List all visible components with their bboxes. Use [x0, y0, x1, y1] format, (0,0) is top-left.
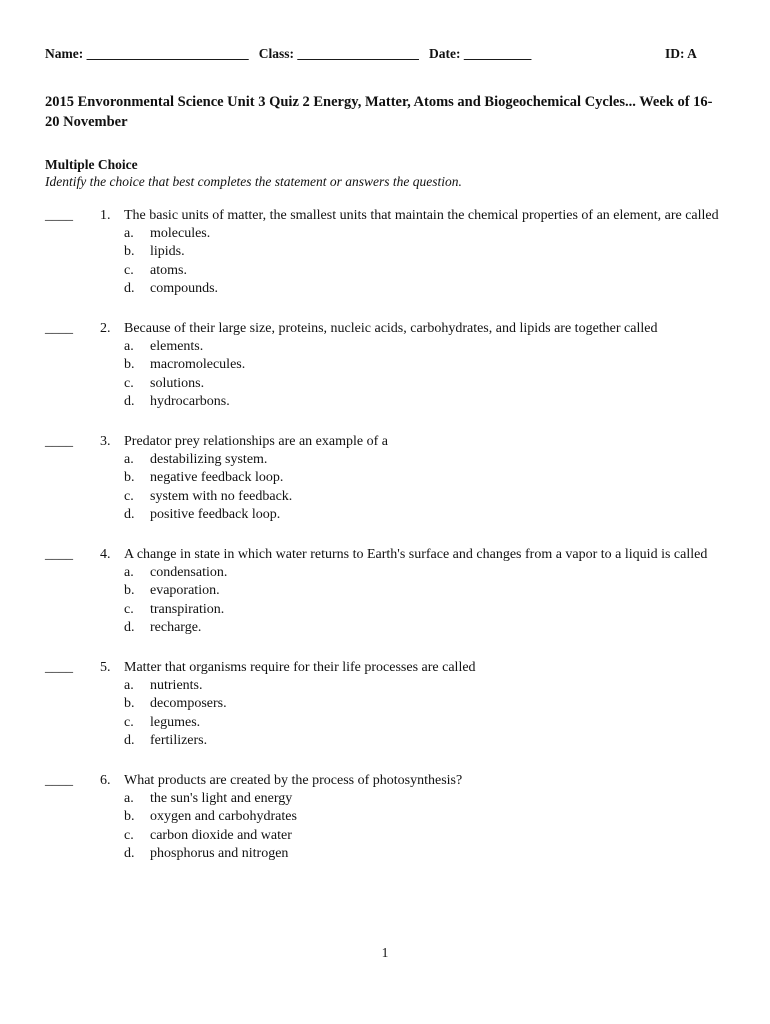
option-c — [124, 714, 735, 732]
option-letter: d. — [124, 619, 135, 635]
question-number: 4. — [100, 547, 111, 563]
option-text: decomposers. — [150, 696, 227, 712]
option-a — [124, 225, 735, 243]
option-text: positive feedback loop. — [150, 506, 281, 522]
question-stem: Matter that organisms require for their life processes are called — [124, 660, 476, 676]
answer-blank[interactable]: ____ — [45, 660, 73, 676]
name-field[interactable]: Name: ________________________ — [45, 46, 249, 61]
option-letter: a. — [124, 565, 134, 581]
option-letter: a. — [124, 791, 134, 807]
quiz-id: ID: A — [665, 46, 697, 61]
option-c — [124, 827, 735, 845]
question-number: 3. — [100, 434, 111, 450]
answer-blank[interactable]: ____ — [45, 773, 73, 789]
option-text: destabilizing system. — [150, 452, 268, 468]
option-text: system with no feedback. — [150, 488, 293, 504]
question-6 — [45, 772, 735, 863]
option-a — [124, 451, 735, 469]
option-b — [124, 808, 735, 826]
option-d — [124, 506, 735, 524]
answer-blank[interactable]: ____ — [45, 434, 73, 450]
option-text: macromolecules. — [150, 357, 246, 373]
question-3 — [45, 433, 735, 524]
option-letter: c. — [124, 827, 134, 843]
option-letter: c. — [124, 375, 134, 391]
option-text: nutrients. — [150, 678, 203, 694]
question-1 — [45, 207, 735, 298]
option-text: condensation. — [150, 565, 228, 581]
option-letter: b. — [124, 809, 135, 825]
option-letter: b. — [124, 583, 135, 599]
option-c — [124, 375, 735, 393]
section-heading: Multiple Choice — [45, 157, 138, 172]
quiz-title: 2015 Envoronmental Science Unit 3 Quiz 2 Energy, Matter, Atoms and Biogeochemical Cycles... Week of 16-20 November — [45, 94, 713, 130]
option-letter: d. — [124, 845, 135, 861]
option-text: molecules. — [150, 226, 211, 242]
option-text: negative feedback loop. — [150, 470, 284, 486]
answer-blank[interactable]: ____ — [45, 208, 73, 223]
option-letter: b. — [124, 470, 135, 486]
option-a — [124, 677, 735, 695]
question-number: 2. — [100, 321, 111, 337]
option-letter: d. — [124, 280, 135, 296]
option-letter: b. — [124, 696, 135, 712]
option-a — [124, 790, 735, 808]
question-stem: What products are created by the process of photosynthesis? — [124, 773, 463, 789]
option-text: transpiration. — [150, 601, 225, 617]
option-c — [124, 601, 735, 619]
option-text: legumes. — [150, 714, 201, 730]
answer-blank[interactable]: ____ — [45, 321, 73, 337]
option-c — [124, 262, 735, 280]
question-stem: A change in state in which water returns to Earth's surface and changes from a vapor to a liquid is called — [124, 547, 708, 563]
class-field[interactable]: Class: __________________ — [258, 46, 419, 61]
option-text: carbon dioxide and water — [150, 827, 292, 843]
option-letter: c. — [124, 601, 134, 617]
option-text: hydrocarbons. — [150, 393, 230, 409]
option-letter: c. — [124, 714, 134, 730]
option-text: oxygen and carbohydrates — [150, 809, 297, 825]
option-b — [124, 243, 735, 261]
question-stem: The basic units of matter, the smallest units that maintain the chemical properties of an element, are called — [124, 208, 719, 223]
question-number: 5. — [100, 660, 111, 676]
option-c — [124, 488, 735, 506]
question-number: 1. — [100, 208, 111, 223]
question-4 — [45, 546, 735, 637]
question-stem: Because of their large size, proteins, nucleic acids, carbohydrates, and lipids are together called — [124, 321, 658, 337]
option-text: lipids. — [150, 244, 185, 260]
option-a — [124, 338, 735, 356]
option-d — [124, 393, 735, 411]
option-letter: b. — [124, 357, 135, 373]
option-text: solutions. — [150, 375, 205, 391]
option-text: compounds. — [150, 280, 219, 296]
option-text: the sun's light and energy — [150, 791, 293, 807]
option-d — [124, 732, 735, 750]
page-number: 1 — [381, 945, 389, 960]
option-text: elements. — [150, 339, 204, 355]
option-letter: a. — [124, 452, 134, 468]
option-text: recharge. — [150, 619, 202, 635]
option-text: atoms. — [150, 262, 187, 278]
question-number: 6. — [100, 773, 111, 789]
option-letter: a. — [124, 678, 134, 694]
option-letter: c. — [124, 262, 134, 278]
option-letter: a. — [124, 339, 134, 355]
answer-blank[interactable]: ____ — [45, 547, 73, 563]
option-b — [124, 356, 735, 374]
quiz-header — [45, 46, 705, 62]
option-text: phosphorus and nitrogen — [150, 845, 289, 861]
option-letter: b. — [124, 244, 135, 260]
date-field[interactable]: Date: __________ — [429, 46, 532, 61]
question-2 — [45, 320, 735, 411]
option-b — [124, 582, 735, 600]
section-header — [45, 156, 462, 190]
option-text: evaporation. — [150, 583, 220, 599]
option-letter: d. — [124, 732, 135, 748]
question-stem: Predator prey relationships are an example of a — [124, 434, 388, 450]
option-d — [124, 845, 735, 863]
question-list — [45, 207, 735, 885]
option-d — [124, 280, 735, 298]
option-letter: d. — [124, 506, 135, 522]
question-5 — [45, 659, 735, 750]
option-letter: d. — [124, 393, 135, 409]
section-instructions: Identify the choice that best completes the statement or answers the question. — [45, 174, 462, 189]
option-d — [124, 619, 735, 637]
option-letter: a. — [124, 226, 134, 242]
option-b — [124, 695, 735, 713]
option-a — [124, 564, 735, 582]
option-letter: c. — [124, 488, 134, 504]
option-text: fertilizers. — [150, 732, 208, 748]
option-b — [124, 469, 735, 487]
